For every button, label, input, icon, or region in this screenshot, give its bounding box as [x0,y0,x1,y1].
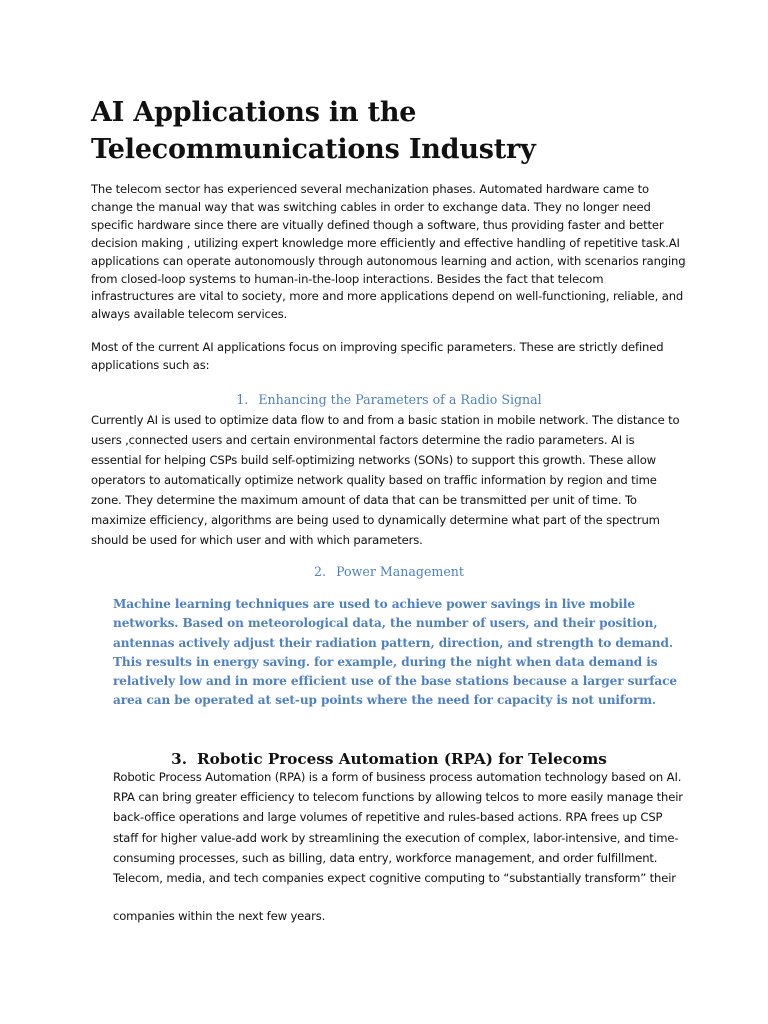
focus-paragraph: Most of the current AI applications focus on improving specific parameters. These are strictly defined applications such as: [91,340,664,372]
section-number: 2. [314,564,327,579]
section-body-power-management: Machine learning techniques are used to achieve power savings in live mobile networks. Based on meteorological data, the number of users, and their position, antennas actively adjust their radiation pattern, direction, and strength to demand. This results in energy saving. for example, during the night when data demand is relatively low and in more efficient use of the base stations because a larger surface area can be operated at set-up points where the need for capacity is not uniform. [113,597,677,708]
section-body-radio-signal: Currently AI is used to optimize data flow to and from a basic station in mobile network. The distance to users ,connected users and certain environmental factors determine the radio parameters. AI is essential for helping CSPs build self-optimizing networks (SONs) to support this growth. These allow operators to automatically optimize network quality based on traffic information by region and time zone. They determine the maximum amount of data that can be transmitted per unit of time. To maximize efficiency, algorithms are being used to dynamically determine what part of the spectrum should be used for which user and with which parameters. [91,413,680,547]
intro-paragraph: The telecom sector has experienced several mechanization phases. Automated hardware came to change the manual way that was switching cables in order to exchange data. They no longer need specific hardware since there are vitually defined though a software, thus providing faster and better decision making , utilizing expert knowledge more efficiently and effective handling of repetitive task.AI applications can operate autonomously through autonomous learning and action, with scenarios ranging from closed-loop systems to human-in-the-loop interactions. Besides the fact that telecom infrastructures are vital to society, more and more applications depend on well-functioning, reliable, and always available telecom services. [91,182,686,322]
document-title: AI Applications in the Telecommunications Industry [91,97,536,165]
section-heading-radio-signal [91,392,687,408]
section-number: 3. [171,750,188,768]
section-heading-power-management [91,564,687,580]
section-heading-text: Enhancing the Parameters of a Radio Signal [258,392,542,407]
section-body-rpa: Robotic Process Automation (RPA) is a form of business process automation technology based on AI. RPA can bring greater efficiency to telecom functions by allowing telcos to more easily manage their back-office operations and large volumes of repetitive and rules-based actions. RPA frees up CSP staff for higher value-add work by streamlining the execution of complex, labor-intensive, and time-consuming processes, such as billing, data entry, workforce management, and order fulfillment. Telecom, media, and tech companies expect cognitive computing to “substantially transform” their [113,770,683,886]
section-body-rpa-continued: companies within the next few years. [113,909,326,923]
section-number: 1. [236,392,249,407]
section-heading-rpa [91,749,687,769]
section-heading-text: Robotic Process Automation (RPA) for Telecoms [197,750,607,768]
section-heading-text: Power Management [336,564,464,579]
